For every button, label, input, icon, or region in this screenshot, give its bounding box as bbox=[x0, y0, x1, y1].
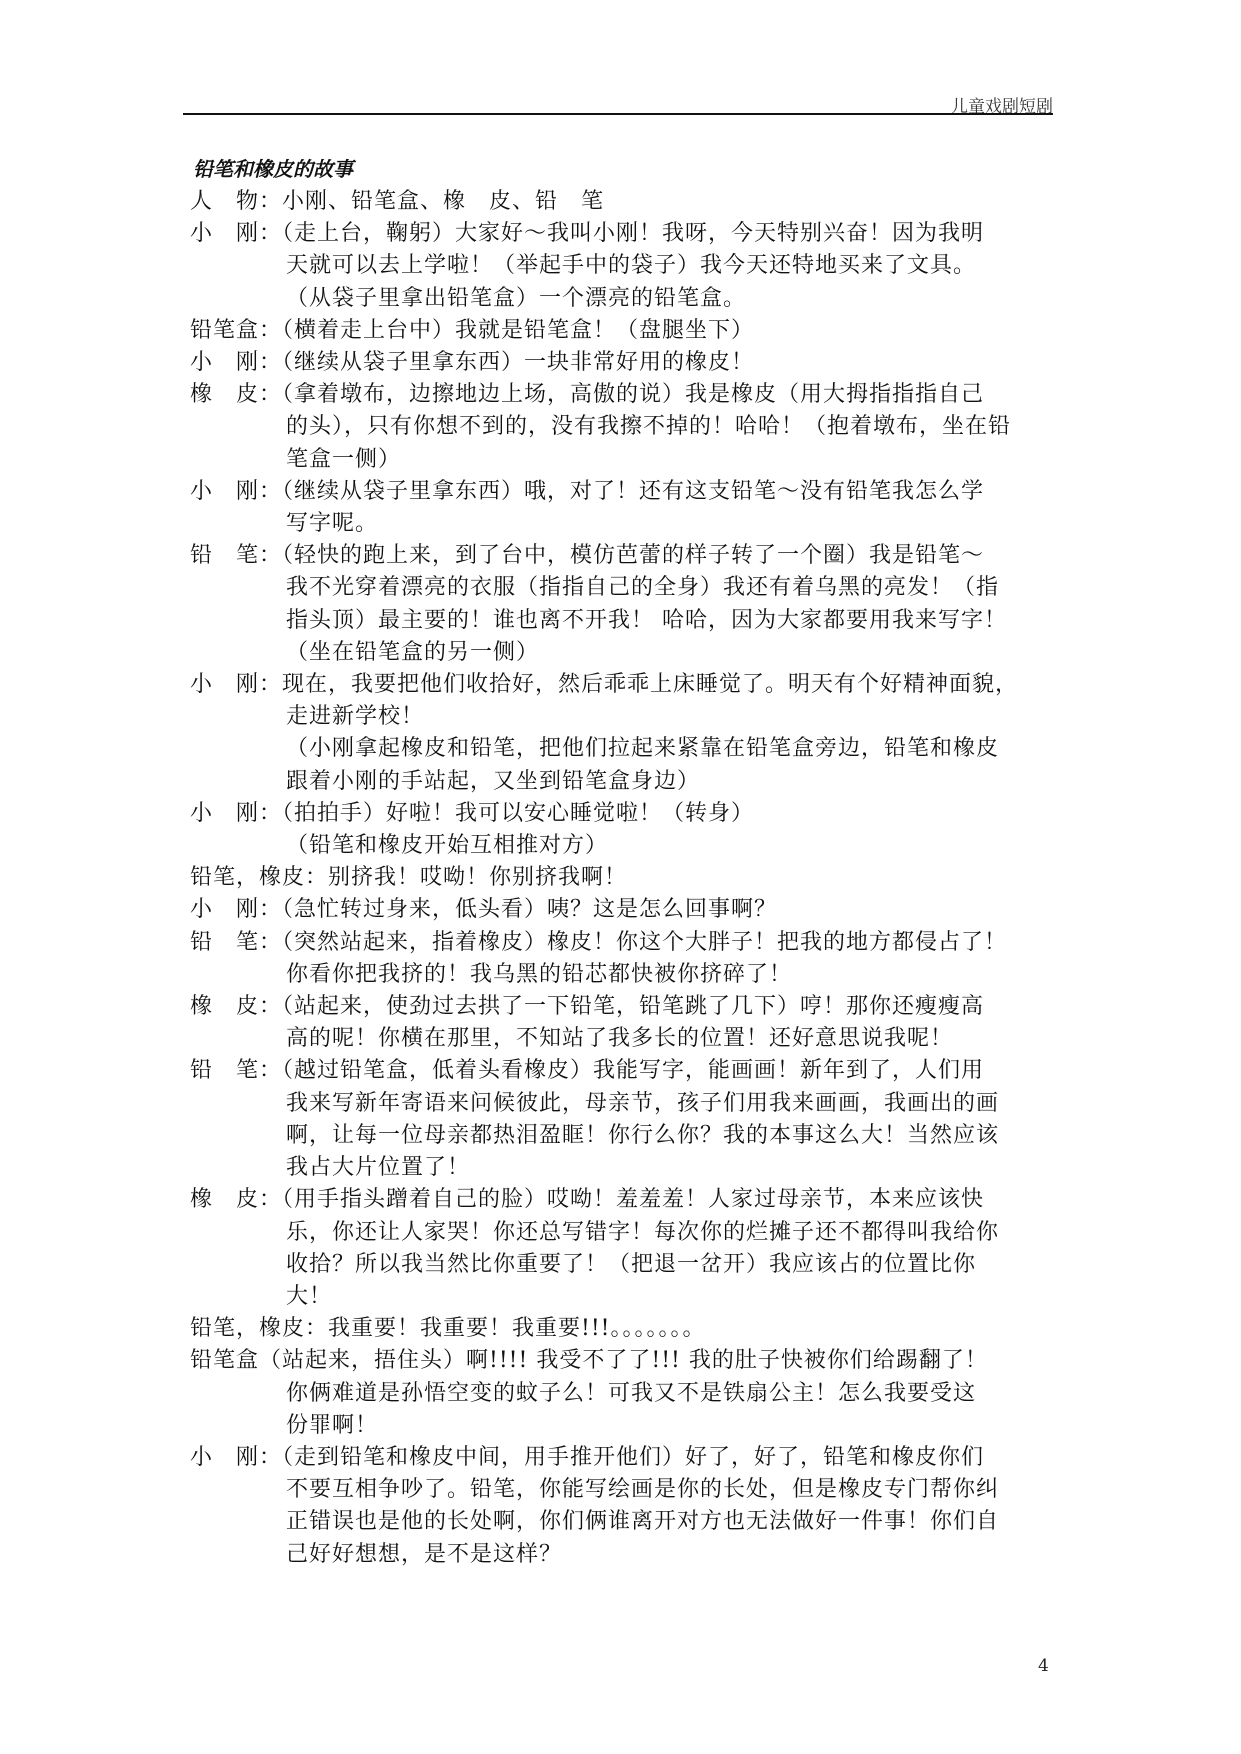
script-body bbox=[190, 186, 1070, 1571]
script-line: 小 刚：（走上台，鞠躬）大家好～我叫小刚！我呀，今天特别兴奋！因为我明 bbox=[190, 221, 985, 247]
header-rule bbox=[183, 113, 1053, 115]
script-line: 小 刚：（继续从袋子里拿东西）一块非常好用的橡皮！ bbox=[190, 350, 755, 376]
script-line: 乐，你还让人家哭！你还总写错字！每次你的烂摊子还不都得叫我给你 bbox=[286, 1219, 1000, 1245]
script-line: 正错误也是他的长处啊，你们俩谁离开对方也无法做好一件事！你们自 bbox=[286, 1509, 1000, 1535]
script-line: 我来写新年寄语来问候彼此，母亲节，孩子们用我来画画，我画出的画 bbox=[286, 1090, 1000, 1116]
script-line: 人 物：小刚、铅笔盒、橡 皮、铅 笔 bbox=[190, 189, 605, 214]
script-line: 份罪啊！ bbox=[286, 1412, 379, 1438]
script-line: 你俩难道是孙悟空变的蚊子么！可我又不是铁扇公主！怎么我要受这 bbox=[286, 1380, 977, 1406]
script-line: 大！ bbox=[286, 1283, 333, 1309]
script-line: 己好好想想，是不是这样？ bbox=[286, 1541, 563, 1567]
script-line: 铅 笔：（突然站起来，指着橡皮）橡皮！你这个大胖子！把我的地方都侵占了！ bbox=[190, 929, 1008, 955]
script-line: 铅 笔：（轻快的跑上来，到了台中，模仿芭蕾的样子转了一个圈）我是铅笔～ bbox=[190, 543, 985, 569]
script-line: （铅笔和橡皮开始互相推对方） bbox=[286, 833, 609, 859]
page-header bbox=[183, 0, 1053, 116]
script-line: 指头顶）最主要的！谁也离不开我！ 哈哈，因为大家都要用我来写字！ bbox=[286, 607, 1007, 633]
script-line: 橡 皮：（拿着墩布，边擦地边上场，高傲的说）我是橡皮（用大拇指指指自己 bbox=[190, 382, 985, 408]
script-line: 我不光穿着漂亮的衣服（指指自己的全身）我还有着乌黑的亮发！（指 bbox=[286, 575, 1000, 601]
script-line: 高的呢！你横在那里，不知站了我多长的位置！还好意思说我呢！ bbox=[286, 1026, 954, 1052]
script-line: （坐在铅笔盒的另一侧） bbox=[286, 639, 540, 665]
script-line: 小 刚：（拍拍手）好啦！我可以安心睡觉啦！（转身） bbox=[190, 800, 755, 826]
script-line: 铅笔盒：（横着走上台中）我就是铅笔盒！（盘腿坐下） bbox=[190, 317, 755, 343]
script-line: 小 刚：（走到铅笔和橡皮中间，用手推开他们）好了，好了，铅笔和橡皮你们 bbox=[190, 1444, 985, 1470]
script-line: 走进新学校！ bbox=[286, 704, 425, 730]
script-line: 啊，让每一位母亲都热泪盈眶！你行么你？我的本事这么大！当然应该 bbox=[286, 1122, 1000, 1148]
script-line: 笔盒一侧） bbox=[286, 446, 402, 472]
page-number: 4 bbox=[1038, 1656, 1049, 1676]
script-line: （小刚拿起橡皮和铅笔，把他们拉起来紧靠在铅笔盒旁边，铅笔和橡皮 bbox=[286, 736, 1000, 762]
script-line: 跟着小刚的手站起，又坐到铅笔盒身边） bbox=[286, 768, 701, 794]
script-line: 小 刚：现在，我要把他们收拾好，然后乖乖上床睡觉了。明天有个好精神面貌， bbox=[190, 672, 1019, 698]
script-line: 的头），只有你想不到的，没有我擦不掉的！哈哈！（抱着墩布，坐在铅 bbox=[286, 414, 1012, 440]
script-line: （从袋子里拿出铅笔盒）一个漂亮的铅笔盒。 bbox=[286, 285, 747, 311]
script-line: 写字呢。 bbox=[286, 511, 379, 537]
document-title: 铅笔和橡皮的故事 bbox=[193, 157, 353, 181]
script-line: 收拾？所以我当然比你重要了！（把退一岔开）我应该占的位置比你 bbox=[286, 1251, 977, 1277]
script-line: 我占大片位置了！ bbox=[286, 1155, 471, 1181]
script-line: 橡 皮：（用手指头蹭着自己的脸）哎呦！羞羞羞！人家过母亲节，本来应该快 bbox=[190, 1187, 985, 1213]
script-line: 天就可以去上学啦！（举起手中的袋子）我今天还特地买来了文具。 bbox=[286, 253, 977, 279]
script-line: 小 刚：（急忙转过身来，低头看）咦？这是怎么回事啊？ bbox=[190, 897, 778, 923]
script-line: 铅笔，橡皮：我重要！我重要！我重要!!!。。。。。。。 bbox=[190, 1316, 706, 1342]
script-line: 小 刚：（继续从袋子里拿东西）哦，对了！还有这支铅笔～没有铅笔我怎么学 bbox=[190, 478, 985, 504]
script-line: 不要互相争吵了。铅笔，你能写绘画是你的长处，但是橡皮专门帮你纠 bbox=[286, 1477, 1000, 1503]
script-line: 铅笔盒（站起来，捂住头）啊!!!! 我受不了了!!! 我的肚子快被你们给踢翻了！ bbox=[190, 1348, 988, 1374]
header-title: 儿童戏剧短剧 bbox=[951, 97, 1053, 117]
script-line: 铅笔，橡皮：别挤我！哎呦！你别挤我啊！ bbox=[190, 865, 628, 891]
script-line: 你看你把我挤的！我乌黑的铅芯都快被你挤碎了！ bbox=[286, 961, 793, 987]
script-line: 橡 皮：（站起来，使劲过去拱了一下铅笔，铅笔跳了几下）哼！那你还瘦瘦高 bbox=[190, 994, 985, 1020]
script-line: 铅 笔：（越过铅笔盒，低着头看橡皮）我能写字，能画画！新年到了，人们用 bbox=[190, 1058, 985, 1084]
